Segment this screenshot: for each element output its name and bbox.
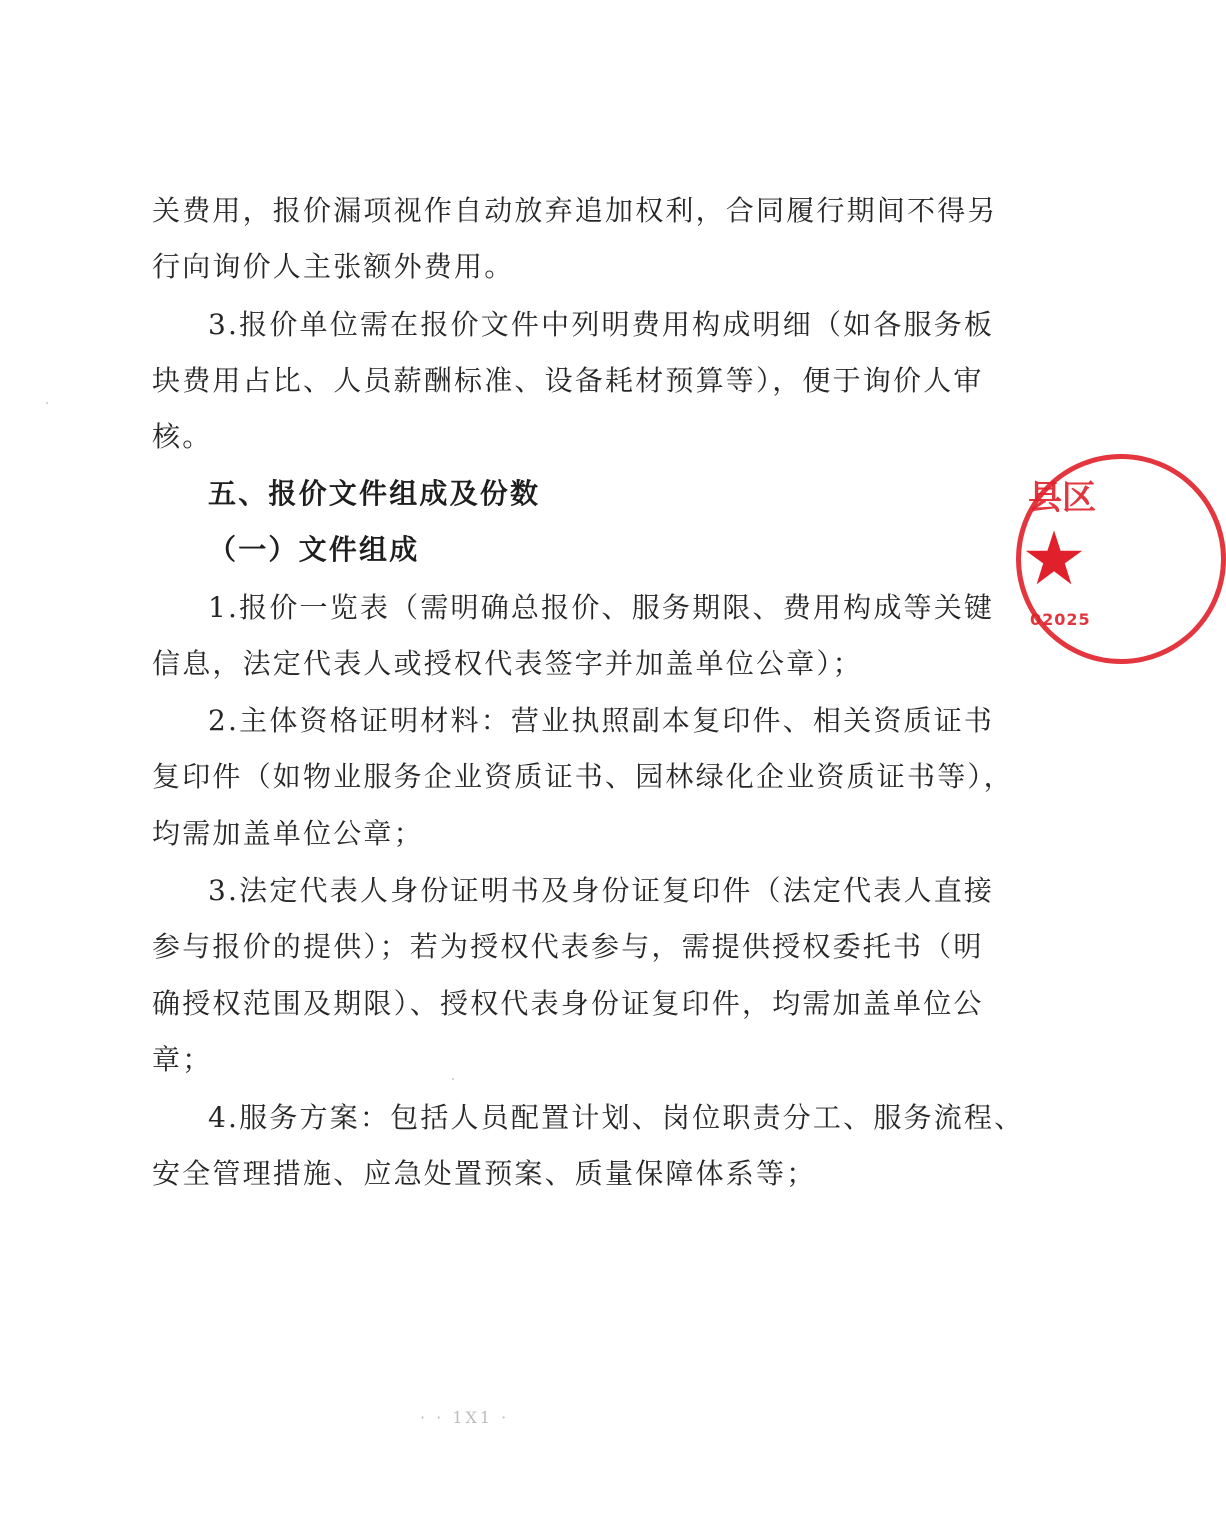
paragraph-line: 块费用占比、人员薪酬标准、设备耗材预算等），便于询价人审 [152,364,984,397]
paragraph-line: 1.报价一览表（需明确总报价、服务期限、费用构成等关键 [208,591,995,624]
paragraph-line: 均需加盖单位公章； [152,817,424,850]
paragraph-line: 章； [152,1043,213,1076]
paragraph-line: 3.报价单位需在报价文件中列明费用构成明细（如各服务板 [208,308,995,341]
scan-speck [452,1078,454,1080]
seal-text: 县区 [1028,478,1096,518]
paragraph-line: 确授权范围及期限）、授权代表身份证复印件，均需加盖单位公 [152,987,984,1020]
faint-footer-mark: · · 1X1 · [420,1408,510,1427]
paragraph-line: 3.法定代表人身份证明书及身份证复印件（法定代表人直接 [208,874,995,907]
paragraph-line: 行向询价人主张额外费用。 [152,250,515,283]
star-icon [1024,528,1084,588]
seal-number: 02025 [1030,610,1091,629]
paragraph-line: 关费用，报价漏项视作自动放弃追加权利，合同履行期间不得另 [152,194,998,227]
section-heading: 五、报价文件组成及份数 [208,477,541,510]
scan-speck [46,402,48,404]
paragraph-line: 复印件（如物业服务企业资质证书、园林绿化企业资质证书等）， [152,760,1014,793]
paragraph-line: 信息，法定代表人或授权代表签字并加盖单位公章）； [152,647,863,680]
subsection-heading: （一）文件组成 [208,533,420,566]
paragraph-line: 核。 [152,420,213,453]
paragraph-line: 安全管理措施、应急处置预案、质量保障体系等； [152,1157,817,1190]
official-seal [1016,450,1096,670]
paragraph-line: 4.服务方案：包括人员配置计划、岗位职责分工、服务流程、 [208,1101,1025,1134]
paragraph-line: 2.主体资格证明材料：营业执照副本复印件、相关资质证书 [208,704,995,737]
paragraph-line: 参与报价的提供）；若为授权代表参与，需提供授权委托书（明 [152,930,984,963]
